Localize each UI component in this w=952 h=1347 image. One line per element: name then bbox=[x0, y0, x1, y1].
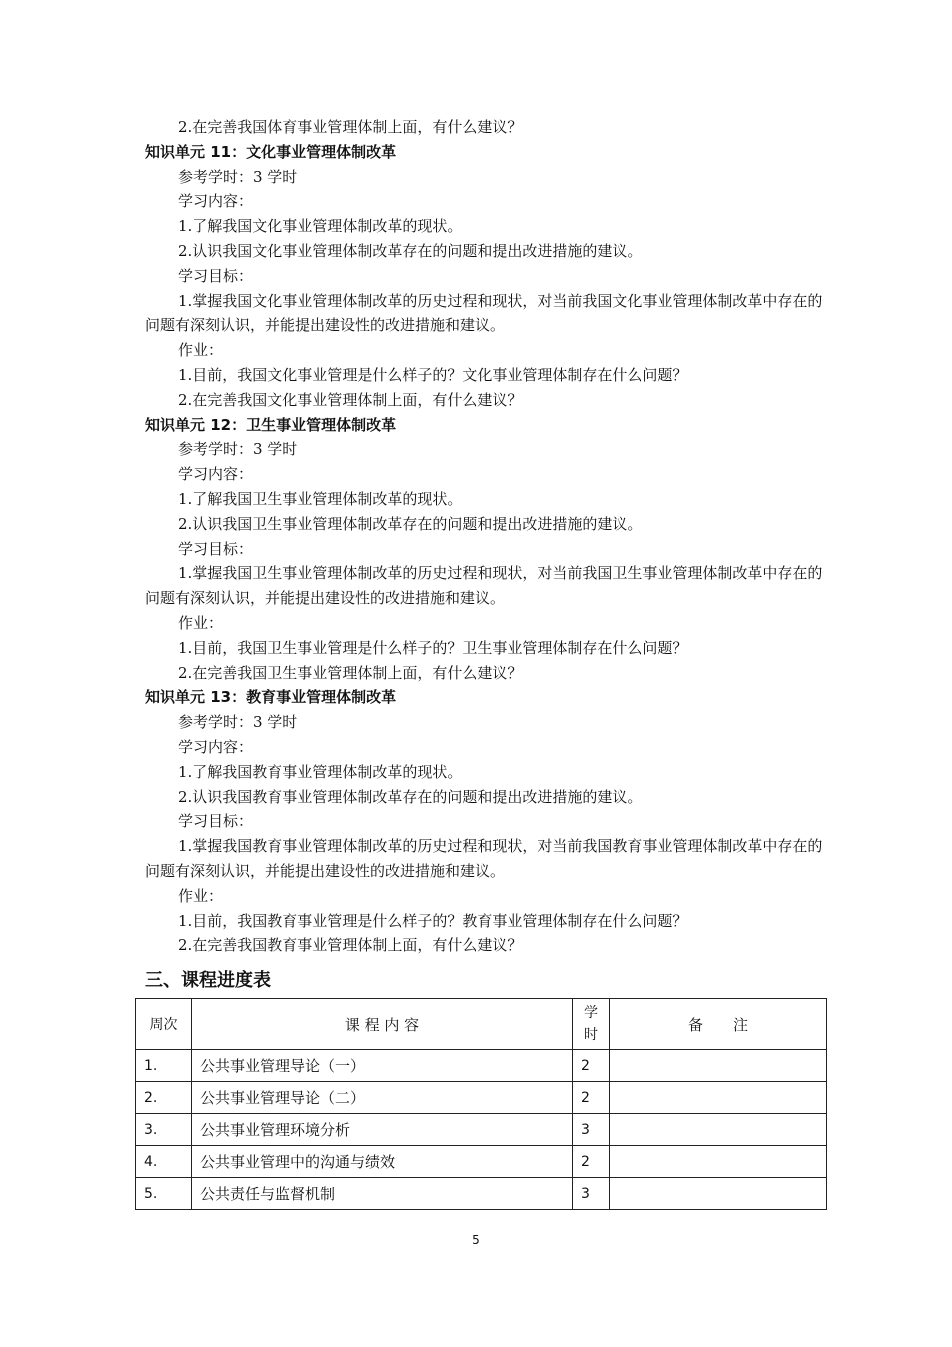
content-item: 1.了解我国文化事业管理体制改革的现状。 bbox=[178, 217, 463, 236]
unit-title: 知识单元 11：文化事业管理体制改革 bbox=[145, 142, 397, 161]
page-body bbox=[145, 115, 825, 994]
table-row bbox=[136, 1178, 827, 1210]
unit-title: 知识单元 13：教育事业管理体制改革 bbox=[145, 688, 397, 707]
schedule-table bbox=[135, 998, 827, 1210]
cell-hours: 3 bbox=[573, 1178, 610, 1210]
cell-week: 1. bbox=[136, 1050, 192, 1082]
cell-notes bbox=[610, 1050, 827, 1082]
cell-notes bbox=[610, 1178, 827, 1210]
unit-hours: 参考学时：3 学时 bbox=[178, 440, 298, 459]
section-heading: 三、课程进度表 bbox=[145, 970, 271, 992]
cell-hours: 2 bbox=[573, 1050, 610, 1082]
homework-item: 2.在完善我国文化事业管理体制上面，有什么建议？ bbox=[178, 390, 523, 409]
table-row bbox=[136, 1146, 827, 1178]
cell-notes bbox=[610, 1082, 827, 1114]
prev-homework-item: 2.在完善我国体育事业管理体制上面，有什么建议？ bbox=[178, 118, 523, 136]
goal-label: 学习目标： bbox=[178, 266, 254, 285]
cell-week: 3. bbox=[136, 1114, 192, 1146]
content-item: 1.了解我国教育事业管理体制改革的现状。 bbox=[178, 762, 463, 781]
content-label: 学习内容： bbox=[178, 192, 254, 211]
cell-content: 公共事业管理中的沟通与绩效 bbox=[192, 1146, 573, 1178]
cell-week: 5. bbox=[136, 1178, 192, 1210]
homework-label: 作业： bbox=[178, 886, 224, 905]
homework-item: 2.在完善我国卫生事业管理体制上面，有什么建议？ bbox=[178, 663, 523, 682]
header-week: 周次 bbox=[136, 999, 192, 1050]
table-row bbox=[136, 1050, 827, 1082]
goal-text: 1.掌握我国教育事业管理体制改革的历史过程和现状，对当前我国教育事业管理体制改革中存在的问题有深刻认识，并能提出建设性的改进措施和建议。 bbox=[145, 837, 823, 880]
unit-hours: 参考学时：3 学时 bbox=[178, 167, 298, 186]
knowledge-unit bbox=[145, 413, 825, 686]
homework-item: 2.在完善我国教育事业管理体制上面，有什么建议？ bbox=[178, 936, 523, 955]
cell-notes bbox=[610, 1146, 827, 1178]
cell-content: 公共事业管理导论（一） bbox=[192, 1050, 573, 1082]
header-hours bbox=[573, 999, 610, 1050]
header-content: 课 程 内 容 bbox=[192, 999, 573, 1050]
homework-label: 作业： bbox=[178, 341, 224, 360]
cell-hours: 2 bbox=[573, 1082, 610, 1114]
content-item: 2.认识我国文化事业管理体制改革存在的问题和提出改进措施的建议。 bbox=[178, 241, 643, 260]
header-hours-top: 学 bbox=[584, 1005, 598, 1021]
table-row bbox=[136, 1082, 827, 1114]
goal-label: 学习目标： bbox=[178, 539, 254, 558]
page-number: 5 bbox=[472, 1233, 480, 1247]
homework-item: 1.目前，我国文化事业管理是什么样子的？文化事业管理体制存在什么问题？ bbox=[178, 365, 688, 384]
cell-hours: 3 bbox=[573, 1114, 610, 1146]
content-item: 1.了解我国卫生事业管理体制改革的现状。 bbox=[178, 489, 463, 508]
cell-content: 公共事业管理环境分析 bbox=[192, 1114, 573, 1146]
table-row bbox=[136, 1114, 827, 1146]
cell-week: 4. bbox=[136, 1146, 192, 1178]
cell-content: 公共责任与监督机制 bbox=[192, 1178, 573, 1210]
goal-text: 1.掌握我国卫生事业管理体制改革的历史过程和现状，对当前我国卫生事业管理体制改革中存在的问题有深刻认识，并能提出建设性的改进措施和建议。 bbox=[145, 564, 823, 608]
content-label: 学习内容： bbox=[178, 465, 254, 484]
content-item: 2.认识我国卫生事业管理体制改革存在的问题和提出改进措施的建议。 bbox=[178, 514, 643, 533]
content-item: 2.认识我国教育事业管理体制改革存在的问题和提出改进措施的建议。 bbox=[178, 787, 643, 806]
header-notes: 备 注 bbox=[610, 999, 827, 1050]
content-label: 学习内容： bbox=[178, 737, 254, 756]
table-header-row bbox=[136, 999, 827, 1050]
goal-text: 1.掌握我国文化事业管理体制改革的历史过程和现状，对当前我国文化事业管理体制改革中存在的问题有深刻认识，并能提出建设性的改进措施和建议。 bbox=[145, 291, 823, 335]
unit-title: 知识单元 12：卫生事业管理体制改革 bbox=[145, 415, 397, 434]
homework-item: 1.目前，我国教育事业管理是什么样子的？教育事业管理体制存在什么问题？ bbox=[178, 911, 688, 930]
goal-label: 学习目标： bbox=[178, 812, 254, 831]
cell-hours: 2 bbox=[573, 1146, 610, 1178]
unit-hours: 参考学时：3 学时 bbox=[178, 713, 298, 732]
homework-item: 1.目前，我国卫生事业管理是什么样子的？卫生事业管理体制存在什么问题？ bbox=[178, 638, 688, 657]
cell-content: 公共事业管理导论（二） bbox=[192, 1082, 573, 1114]
knowledge-unit bbox=[145, 685, 825, 958]
cell-week: 2. bbox=[136, 1082, 192, 1114]
homework-label: 作业： bbox=[178, 613, 224, 632]
cell-notes bbox=[610, 1114, 827, 1146]
knowledge-unit bbox=[145, 140, 825, 413]
header-hours-bottom: 时 bbox=[584, 1027, 598, 1043]
